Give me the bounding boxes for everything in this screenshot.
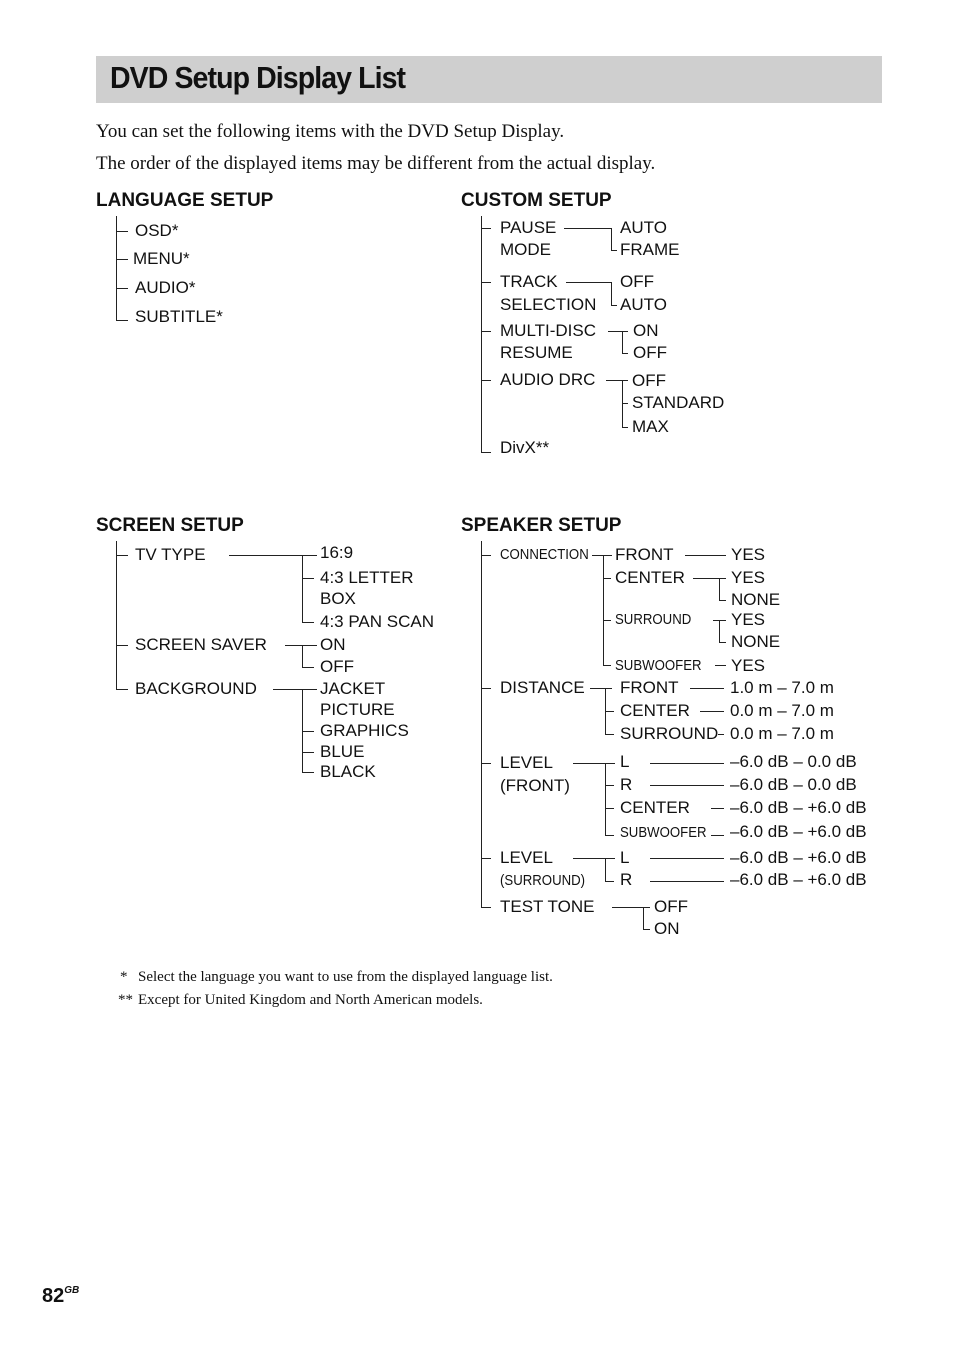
custom-setup-heading: CUSTOM SETUP — [461, 190, 612, 211]
speaker-level-front-l-value: –6.0 dB – 0.0 dB — [730, 752, 857, 771]
tree-branch — [302, 731, 314, 732]
screen-tvtype-option-169: 16:9 — [320, 543, 354, 562]
tree-branch — [622, 353, 628, 354]
custom-pause-option-frame: FRAME — [620, 240, 680, 259]
intro-line-1: You can set the following items with the DVD Setup Display. — [96, 121, 565, 142]
speaker-distance-center-label: CENTER — [620, 701, 690, 720]
language-item-osd: OSD* — [135, 221, 179, 240]
tree-connector — [612, 907, 650, 908]
speaker-level-front-center-label: CENTER — [620, 798, 690, 817]
custom-multidisc-option-off: OFF — [633, 343, 667, 362]
speaker-level-front-l-label: L — [620, 752, 630, 771]
tree-branch — [719, 600, 726, 601]
speaker-level-surround-label: LEVEL — [500, 848, 553, 867]
tree-branch — [481, 858, 491, 859]
tree-connector — [566, 282, 612, 283]
page-number — [42, 1285, 79, 1308]
tree-branch — [481, 555, 491, 556]
tree-branch — [481, 763, 491, 764]
tree-connector — [690, 688, 724, 689]
tree-branch — [302, 578, 314, 579]
footnote-mark-1: * — [120, 969, 128, 985]
tree-line — [605, 858, 606, 881]
speaker-setup-heading: SPEAKER SETUP — [461, 515, 622, 536]
speaker-level-surround-r-value: –6.0 dB – +6.0 dB — [730, 870, 867, 889]
tree-branch — [622, 403, 628, 404]
speaker-distance-front-value: 1.0 m – 7.0 m — [730, 678, 834, 697]
tree-line — [622, 331, 623, 353]
tree-connector — [650, 763, 724, 764]
footnote-text-2: Except for United Kingdom and North American models. — [138, 992, 483, 1008]
tree-line — [481, 216, 482, 452]
screen-saver-label: SCREEN SAVER — [135, 635, 267, 654]
title-bar — [96, 56, 882, 103]
page-number-value: 82 — [42, 1285, 65, 1307]
tree-branch — [481, 331, 491, 332]
tree-connector — [273, 689, 317, 690]
tree-connector — [711, 835, 724, 836]
tree-branch — [611, 305, 617, 306]
custom-drc-option-off: OFF — [632, 371, 666, 390]
speaker-conn-surround-none: NONE — [731, 632, 781, 651]
speaker-level-front-sub-value: –6.0 dB – +6.0 dB — [730, 822, 867, 841]
speaker-conn-subwoofer-value: YES — [731, 656, 766, 675]
speaker-level-front-label: LEVEL — [500, 753, 553, 772]
page-number-suffix: GB — [64, 1285, 80, 1296]
custom-multidisc-label: MULTI-DISC — [500, 321, 597, 340]
speaker-conn-subwoofer-label: SUBWOOFER — [615, 657, 702, 674]
tree-branch — [605, 835, 614, 836]
tree-branch — [481, 282, 491, 283]
footnote-mark-2: ** — [118, 992, 133, 1008]
tree-branch — [643, 929, 650, 930]
tree-branch — [302, 752, 314, 753]
speaker-level-surround-r-label: R — [620, 870, 633, 889]
screen-saver-option-on: ON — [320, 635, 346, 654]
speaker-level-front-r-label: R — [620, 775, 633, 794]
tree-connector — [590, 688, 612, 689]
tree-branch — [481, 452, 491, 453]
tree-connector — [650, 785, 724, 786]
tree-connector — [229, 555, 317, 556]
screen-tvtype-option-panscan: 4:3 PAN SCAN — [320, 612, 435, 631]
screen-setup-heading: SCREEN SETUP — [96, 515, 244, 536]
speaker-testtone-option-on: ON — [654, 919, 680, 938]
custom-track-label: TRACK — [500, 272, 558, 291]
custom-track-option-off: OFF — [620, 272, 654, 291]
tree-branch — [605, 711, 614, 712]
tree-branch — [481, 380, 491, 381]
speaker-level-front-sub-label: SUBWOOFER — [620, 824, 707, 841]
tree-branch — [611, 250, 617, 251]
speaker-distance-label: DISTANCE — [500, 678, 585, 697]
custom-drc-option-max: MAX — [632, 417, 669, 436]
speaker-conn-center-label: CENTER — [615, 568, 685, 587]
custom-pause-label: PAUSE — [500, 218, 557, 237]
screen-tvtype-label: TV TYPE — [135, 545, 206, 564]
tree-line — [605, 763, 606, 835]
tree-branch — [116, 231, 128, 232]
tree-connector — [715, 665, 726, 666]
tree-connector — [592, 555, 612, 556]
tree-connector — [650, 881, 724, 882]
speaker-level-surround-label-2: (SURROUND) — [500, 872, 586, 889]
speaker-conn-center-yes: YES — [731, 568, 766, 587]
tree-branch — [116, 288, 128, 289]
language-item-menu: MENU* — [133, 249, 190, 268]
tree-branch — [116, 320, 128, 321]
custom-divx-label: DivX** — [500, 438, 550, 457]
tree-branch — [622, 427, 628, 428]
tree-branch — [116, 689, 128, 690]
tree-branch — [603, 578, 611, 579]
custom-multidisc-option-on: ON — [633, 321, 659, 340]
tree-branch — [603, 620, 611, 621]
tree-branch — [302, 622, 314, 623]
tree-connector — [718, 734, 724, 735]
tree-branch — [719, 642, 726, 643]
tree-connector — [573, 763, 615, 764]
tree-line — [302, 645, 303, 667]
tree-line — [302, 555, 303, 622]
screen-bg-option-jacket: JACKET — [320, 679, 386, 698]
custom-track-option-auto: AUTO — [620, 295, 667, 314]
tree-branch — [605, 808, 614, 809]
screen-tvtype-option-letterbox: 4:3 LETTER — [320, 568, 414, 587]
tree-connector — [650, 858, 724, 859]
tree-connector — [564, 228, 612, 229]
custom-drc-label: AUDIO DRC — [500, 370, 596, 389]
speaker-conn-surround-yes: YES — [731, 610, 766, 629]
tree-connector — [285, 645, 317, 646]
tree-branch — [605, 785, 614, 786]
tree-branch — [481, 907, 491, 908]
custom-pause-option-auto: AUTO — [620, 218, 667, 237]
speaker-conn-front-value: YES — [731, 545, 766, 564]
tree-connector — [711, 808, 724, 809]
screen-tvtype-option-letterbox-2: BOX — [320, 589, 356, 608]
tree-line — [481, 541, 482, 907]
custom-multidisc-label-2: RESUME — [500, 343, 573, 362]
speaker-level-front-label-2: (FRONT) — [500, 776, 570, 795]
tree-connector — [606, 380, 628, 381]
speaker-level-front-center-value: –6.0 dB – +6.0 dB — [730, 798, 867, 817]
language-item-audio: AUDIO* — [135, 278, 196, 297]
tree-branch — [116, 645, 128, 646]
tree-connector — [693, 578, 726, 579]
intro-line-2: The order of the displayed items may be different from the actual display. — [96, 153, 656, 174]
tree-branch — [116, 555, 128, 556]
screen-bg-option-picture: PICTURE — [320, 700, 395, 719]
tree-branch — [605, 881, 614, 882]
language-setup-heading: LANGUAGE SETUP — [96, 190, 274, 211]
tree-branch — [302, 772, 314, 773]
screen-bg-option-graphics: GRAPHICS — [320, 721, 409, 740]
tree-line — [611, 282, 612, 305]
screen-saver-option-off: OFF — [320, 657, 354, 676]
tree-line — [603, 555, 604, 665]
tree-branch — [605, 734, 614, 735]
speaker-connection-label: CONNECTION — [500, 546, 589, 563]
speaker-conn-front-label: FRONT — [615, 545, 674, 564]
language-item-subtitle: SUBTITLE* — [135, 307, 223, 326]
speaker-level-front-r-value: –6.0 dB – 0.0 dB — [730, 775, 857, 794]
speaker-distance-surround-value: 0.0 m – 7.0 m — [730, 724, 834, 743]
tree-line — [719, 578, 720, 600]
footnote-text-1: Select the language you want to use from the displayed language list. — [138, 969, 553, 985]
speaker-distance-surround-label: SURROUND — [620, 724, 719, 743]
speaker-distance-center-value: 0.0 m – 7.0 m — [730, 701, 834, 720]
custom-drc-option-standard: STANDARD — [632, 393, 725, 412]
tree-connector — [685, 555, 726, 556]
speaker-conn-surround-label: SURROUND — [615, 611, 692, 628]
tree-connector — [608, 331, 628, 332]
tree-line — [719, 620, 720, 642]
custom-track-label-2: SELECTION — [500, 295, 597, 314]
screen-bg-option-blue: BLUE — [320, 742, 365, 761]
speaker-conn-center-none: NONE — [731, 590, 781, 609]
tree-connector — [573, 858, 615, 859]
tree-branch — [481, 688, 491, 689]
tree-connector — [700, 711, 724, 712]
tree-line — [643, 907, 644, 929]
speaker-level-surround-l-label: L — [620, 848, 630, 867]
tree-line — [611, 228, 612, 250]
tree-branch — [481, 228, 491, 229]
custom-pause-label-2: MODE — [500, 240, 551, 259]
screen-background-label: BACKGROUND — [135, 679, 257, 698]
speaker-testtone-label: TEST TONE — [500, 897, 595, 916]
speaker-distance-front-label: FRONT — [620, 678, 679, 697]
speaker-testtone-option-off: OFF — [654, 897, 688, 916]
tree-branch — [302, 667, 314, 668]
tree-branch — [116, 259, 128, 260]
speaker-level-surround-l-value: –6.0 dB – +6.0 dB — [730, 848, 867, 867]
tree-line — [116, 541, 117, 689]
screen-bg-option-black: BLACK — [320, 762, 376, 781]
tree-branch — [603, 665, 611, 666]
page-title: DVD Setup Display List — [110, 60, 406, 95]
